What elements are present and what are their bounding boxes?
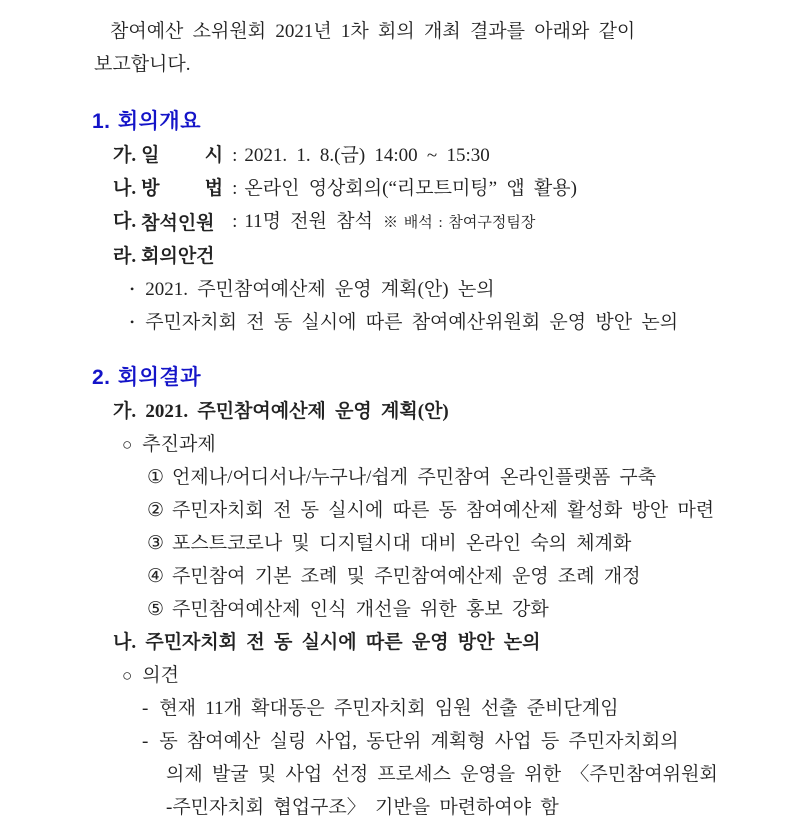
item-label: 일 시 bbox=[141, 145, 224, 166]
bullet-icon: • bbox=[130, 315, 135, 329]
subsection-a-title: 가. 2021. 주민참여예산제 운영 계획(안) bbox=[113, 401, 449, 422]
task-item-3 bbox=[147, 527, 800, 560]
intro-paragraph-line-2: 보고합니다. bbox=[94, 54, 191, 75]
task-item-1-text: 언제나/어디서나/누구나/쉽게 주민참여 온라인플랫폼 구축 bbox=[172, 467, 657, 488]
opinions-group-header bbox=[122, 659, 800, 692]
item-separator: : bbox=[232, 145, 238, 166]
opinion-item-2 bbox=[142, 725, 800, 758]
circled-number-icon: ⑤ bbox=[147, 599, 165, 620]
attendees-note: ※ 배석 : 참여구정팀장 bbox=[382, 215, 536, 231]
agenda-bullet-1 bbox=[130, 273, 800, 306]
circle-marker-icon: ○ bbox=[122, 435, 133, 454]
opinion-item-1-text: 현재 11개 확대동은 주민자치회 임원 선출 준비단계임 bbox=[159, 698, 619, 719]
agenda-bullet-2 bbox=[130, 306, 800, 339]
bullet-icon: • bbox=[130, 282, 135, 296]
item-marker: 라. bbox=[113, 246, 137, 267]
item-label: 회의안건 bbox=[141, 246, 215, 267]
tasks-group-label: 추진과제 bbox=[142, 434, 216, 455]
task-item-2-text: 주민자치회 전 동 실시에 따른 동 참여예산제 활성화 방안 마련 bbox=[172, 500, 715, 521]
meeting-datetime-value: 2021. 1. 8.(금) 14:00 ~ 15:30 bbox=[244, 145, 490, 166]
task-item-5-text: 주민참여예산제 인식 개선을 위한 홍보 강화 bbox=[172, 599, 549, 620]
meeting-method-value: 온라인 영상회의(“리모트미팅” 앱 활용) bbox=[244, 178, 577, 199]
meeting-method-row bbox=[113, 172, 800, 205]
opinion-item-2-text-line-1: 동 참여예산 실링 사업, 동단위 계획형 사업 등 주민자치회의 bbox=[159, 731, 679, 752]
item-separator: : bbox=[232, 211, 238, 232]
item-label: 방 법 bbox=[141, 178, 224, 199]
item-marker: 가. bbox=[113, 145, 137, 166]
circled-number-icon: ② bbox=[147, 500, 165, 521]
task-item-5 bbox=[147, 593, 800, 626]
agenda-header-row bbox=[113, 240, 800, 273]
opinions-group-label: 의견 bbox=[142, 665, 179, 686]
item-marker: 다. bbox=[113, 211, 137, 232]
agenda-bullet-2-text: 주민자치회 전 동 실시에 따른 참여예산위원회 운영 방안 논의 bbox=[145, 312, 679, 333]
circle-marker-icon: ○ bbox=[122, 666, 133, 685]
task-item-2 bbox=[147, 494, 800, 527]
opinion-item-1 bbox=[142, 692, 800, 725]
item-label: 참석인원 bbox=[141, 213, 215, 234]
opinion-item-2-text-line-2: 의제 발굴 및 사업 선정 프로세스 운영을 위한 〈주민참여위원회 bbox=[166, 764, 718, 785]
section-2-heading: 2. 회의결과 bbox=[92, 366, 201, 389]
dash-marker-icon: - bbox=[142, 731, 149, 752]
intro-paragraph-line-1: 참여예산 소위원회 2021년 1차 회의 개최 결과를 아래와 같이 bbox=[110, 21, 636, 42]
tasks-group-header bbox=[122, 428, 800, 461]
circled-number-icon: ④ bbox=[147, 566, 165, 587]
opinion-item-2-text-line-3: -주민자치회 협업구조〉 기반을 마련하여야 함 bbox=[166, 797, 559, 818]
task-item-4-text: 주민참여 기본 조례 및 주민참여예산제 운영 조례 개정 bbox=[172, 566, 641, 587]
attendees-row bbox=[113, 205, 800, 240]
dash-marker-icon: - bbox=[142, 698, 149, 719]
item-separator: : bbox=[232, 178, 238, 199]
subsection-b-title: 나. 주민자치회 전 동 실시에 따른 운영 방안 논의 bbox=[113, 632, 541, 653]
circled-number-icon: ① bbox=[147, 467, 165, 488]
attendees-value: 11명 전원 참석 bbox=[244, 211, 373, 232]
agenda-bullet-1-text: 2021. 주민참여예산제 운영 계획(안) 논의 bbox=[145, 279, 495, 300]
task-item-4 bbox=[147, 560, 800, 593]
section-1-heading: 1. 회의개요 bbox=[92, 110, 201, 133]
meeting-datetime-row bbox=[113, 139, 800, 172]
item-marker: 나. bbox=[113, 178, 137, 199]
task-item-1 bbox=[147, 461, 800, 494]
task-item-3-text: 포스트코로나 및 디지털시대 대비 온라인 숙의 체계화 bbox=[172, 533, 632, 554]
circled-number-icon: ③ bbox=[147, 533, 165, 554]
